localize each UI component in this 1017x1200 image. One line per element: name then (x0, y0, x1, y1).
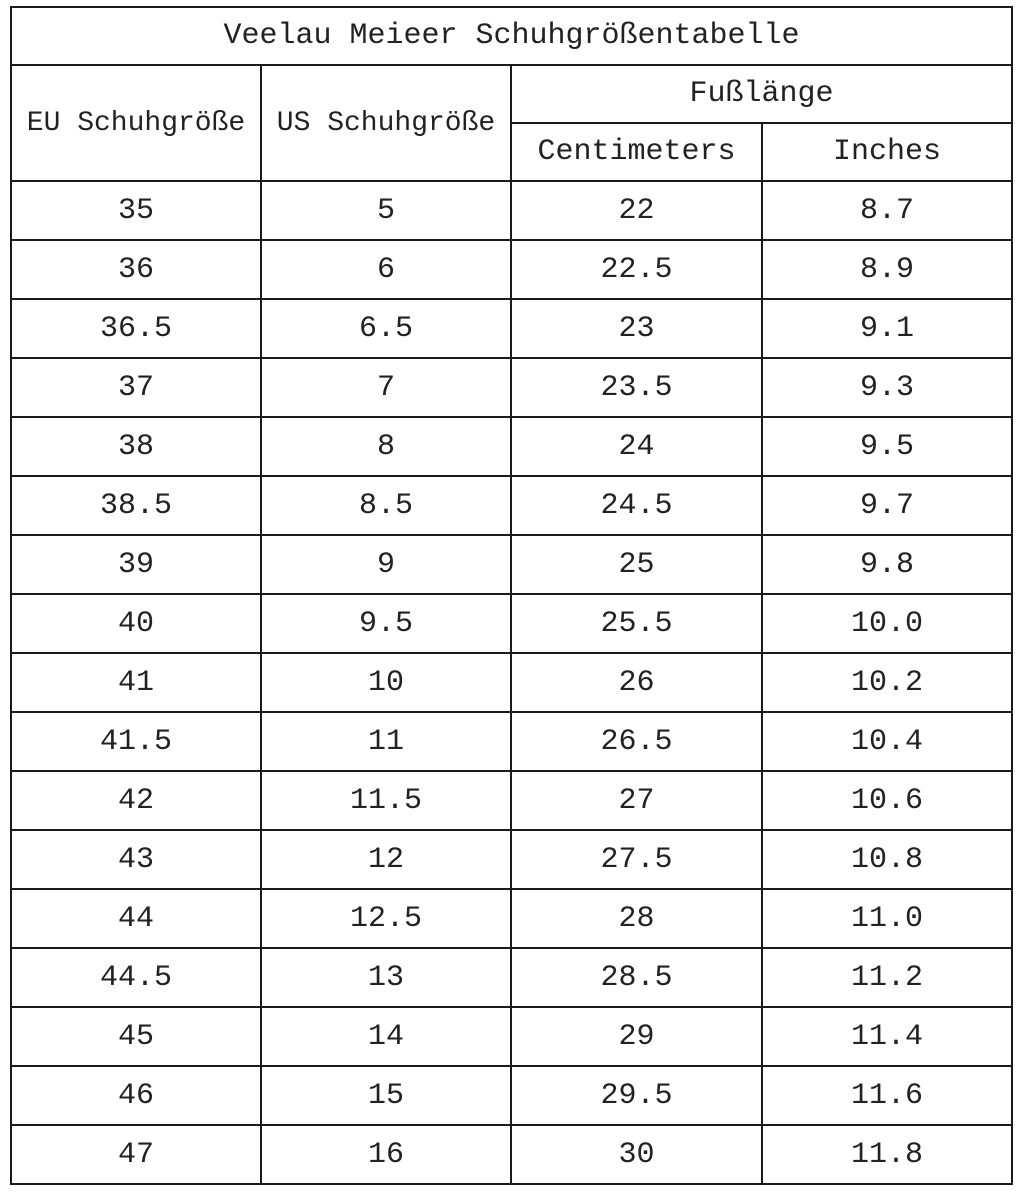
us-size-cell: 6.5 (261, 299, 511, 358)
us-size-cell: 14 (261, 1007, 511, 1066)
inches-cell: 11.6 (762, 1066, 1012, 1125)
eu-size-cell: 46 (11, 1066, 261, 1125)
centimeters-cell: 25.5 (511, 594, 762, 653)
us-size-cell: 5 (261, 181, 511, 240)
eu-size-cell: 41.5 (11, 712, 261, 771)
table-row (11, 358, 1012, 417)
inches-cell: 11.0 (762, 889, 1012, 948)
header-inches: Inches (762, 123, 1012, 181)
inches-cell: 11.4 (762, 1007, 1012, 1066)
us-size-cell: 10 (261, 653, 511, 712)
inches-cell: 9.8 (762, 535, 1012, 594)
centimeters-cell: 27.5 (511, 830, 762, 889)
table-row (11, 889, 1012, 948)
centimeters-cell: 25 (511, 535, 762, 594)
table-row (11, 181, 1012, 240)
table-row (11, 476, 1012, 535)
eu-size-cell: 43 (11, 830, 261, 889)
table-row (11, 417, 1012, 476)
table-row (11, 712, 1012, 771)
table-row (11, 299, 1012, 358)
eu-size-cell: 47 (11, 1125, 261, 1184)
header-row-1 (11, 65, 1012, 123)
centimeters-cell: 22 (511, 181, 762, 240)
us-size-cell: 11 (261, 712, 511, 771)
centimeters-cell: 24.5 (511, 476, 762, 535)
inches-cell: 9.3 (762, 358, 1012, 417)
us-size-cell: 6 (261, 240, 511, 299)
centimeters-cell: 28 (511, 889, 762, 948)
eu-size-cell: 39 (11, 535, 261, 594)
eu-size-cell: 44.5 (11, 948, 261, 1007)
centimeters-cell: 23.5 (511, 358, 762, 417)
centimeters-cell: 28.5 (511, 948, 762, 1007)
table-row (11, 948, 1012, 1007)
centimeters-cell: 26 (511, 653, 762, 712)
eu-size-cell: 41 (11, 653, 261, 712)
size-chart-table (10, 6, 1013, 1185)
us-size-cell: 16 (261, 1125, 511, 1184)
table-row (11, 653, 1012, 712)
inches-cell: 10.6 (762, 771, 1012, 830)
us-size-cell: 8 (261, 417, 511, 476)
us-size-cell: 9 (261, 535, 511, 594)
eu-size-cell: 42 (11, 771, 261, 830)
header-foot-length: Fußlänge (511, 65, 1012, 123)
eu-size-cell: 35 (11, 181, 261, 240)
inches-cell: 10.4 (762, 712, 1012, 771)
eu-size-cell: 38.5 (11, 476, 261, 535)
inches-cell: 9.5 (762, 417, 1012, 476)
table-row (11, 1125, 1012, 1184)
eu-size-cell: 44 (11, 889, 261, 948)
inches-cell: 8.9 (762, 240, 1012, 299)
us-size-cell: 11.5 (261, 771, 511, 830)
centimeters-cell: 29.5 (511, 1066, 762, 1125)
us-size-cell: 7 (261, 358, 511, 417)
header-us-size: US Schuhgröße (261, 65, 511, 181)
eu-size-cell: 38 (11, 417, 261, 476)
table-row (11, 1066, 1012, 1125)
table-title: Veelau Meieer Schuhgrößentabelle (11, 7, 1012, 65)
table-body (11, 181, 1012, 1184)
eu-size-cell: 40 (11, 594, 261, 653)
table-row (11, 771, 1012, 830)
eu-size-cell: 37 (11, 358, 261, 417)
centimeters-cell: 24 (511, 417, 762, 476)
table-row (11, 240, 1012, 299)
centimeters-cell: 27 (511, 771, 762, 830)
us-size-cell: 9.5 (261, 594, 511, 653)
eu-size-cell: 36 (11, 240, 261, 299)
header-centimeters: Centimeters (511, 123, 762, 181)
inches-cell: 9.7 (762, 476, 1012, 535)
inches-cell: 10.2 (762, 653, 1012, 712)
inches-cell: 10.0 (762, 594, 1012, 653)
us-size-cell: 12 (261, 830, 511, 889)
inches-cell: 11.8 (762, 1125, 1012, 1184)
inches-cell: 8.7 (762, 181, 1012, 240)
title-row (11, 7, 1012, 65)
centimeters-cell: 30 (511, 1125, 762, 1184)
table-row (11, 594, 1012, 653)
centimeters-cell: 23 (511, 299, 762, 358)
centimeters-cell: 26.5 (511, 712, 762, 771)
us-size-cell: 13 (261, 948, 511, 1007)
us-size-cell: 8.5 (261, 476, 511, 535)
table-row (11, 830, 1012, 889)
us-size-cell: 12.5 (261, 889, 511, 948)
centimeters-cell: 22.5 (511, 240, 762, 299)
inches-cell: 10.8 (762, 830, 1012, 889)
inches-cell: 11.2 (762, 948, 1012, 1007)
table-row (11, 1007, 1012, 1066)
header-eu-size: EU Schuhgröße (11, 65, 261, 181)
inches-cell: 9.1 (762, 299, 1012, 358)
eu-size-cell: 36.5 (11, 299, 261, 358)
table-row (11, 535, 1012, 594)
centimeters-cell: 29 (511, 1007, 762, 1066)
eu-size-cell: 45 (11, 1007, 261, 1066)
us-size-cell: 15 (261, 1066, 511, 1125)
